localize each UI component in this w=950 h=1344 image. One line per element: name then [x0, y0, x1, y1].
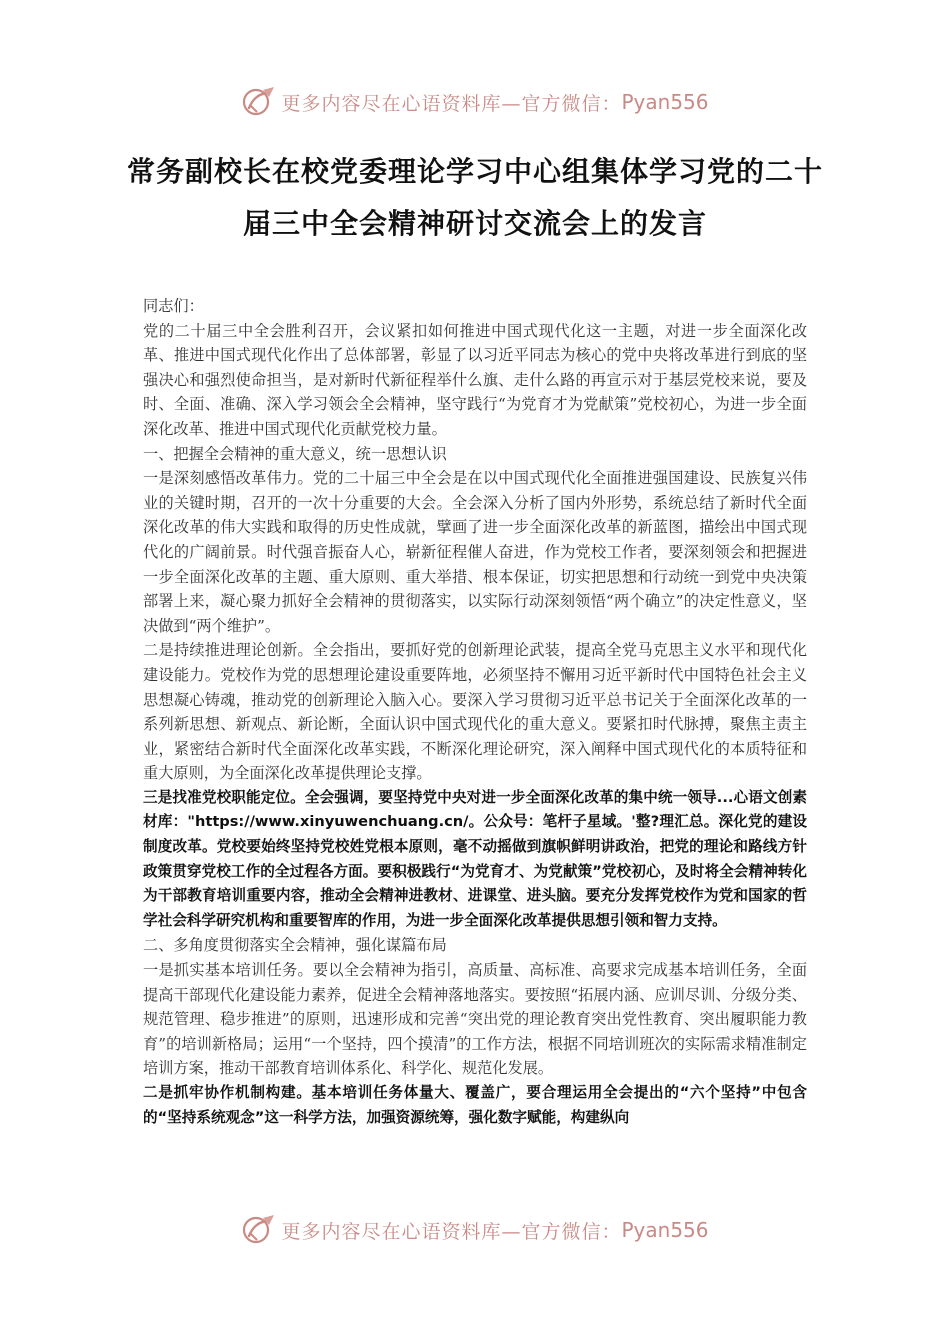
- watermark-handle: Pyan556: [621, 1218, 709, 1242]
- body-paragraph: 一是深刻感悟改革伟力。党的二十届三中全会是在以中国式现代化全面推进强国建设、民族复兴伟业的关键时期，召开的一次十分重要的大会。全会深入分析了国内外形势，系统总结了新时代全面深化改革的伟大实践和取得的历史性成就，擘画了进一步全面深化改革的新蓝图，描绘出中国式现代化的广阔前景。时代强音振奋人心，崭新征程催人奋进，作为党校工作者，要深刻领会和把握进一步全面深化改革的主题、重大原则、重大举措、根本保证，切实把思想和行动统一到党中央决策部署上来，凝心聚力抓好全会精神的贯彻落实，以实际行动深刻领悟“两个确立”的决定性意义，坚决做到“两个维护”。: [143, 469, 807, 635]
- section-heading-1: 一、把握全会精神的重大意义，统一思想认识: [143, 444, 447, 463]
- body-paragraph-bold: 三是找准党校职能定位。全会强调，要坚持党中央对进一步全面深化改革的集中统一领导...心语文创素材库："https://www.xinyuwenchuang.cn/。公众号：笔杆子星域。'整?理汇总。深化党的建设制度改革。党校要始终坚持党校姓党根本原则，毫不动摇做到旗帜鲜明讲政治，把党的理论和路线方针政策贯穿党校工作的全过程各方面。要积极践行“为党育才、为党献策”党校初心，及时将全会精神转化为干部教育培训重要内容，推动全会精神进教材、进课堂、进头脑。要充分发挥党校作为党和国家的哲学社会科学研究机构和重要智库的作用，为进一步全面深化改革提供思想引领和智力支持。: [143, 788, 807, 929]
- pen-logo-icon: [241, 84, 277, 120]
- watermark-text: 更多内容尽在心语资料库—官方微信：: [281, 92, 622, 115]
- body-paragraph-bold: 二是抓牢协作机制构建。基本培训任务体量大、覆盖广，要合理运用全会提出的“六个坚持”中包含的“坚持系统观念”这一科学方法，加强资源统筹，强化数字赋能，构建纵向: [143, 1084, 807, 1126]
- body-paragraph: 二是持续推进理论创新。全会指出，要抓好党的创新理论武装，提高全党马克思主义水平和现代化建设能力。党校作为党的思想理论建设重要阵地，必须坚持不懈用习近平新时代中国特色社会主义思想凝心铸魂，推动党的创新理论入脑入心。要深入学习贯彻习近平总书记关于全面深化改革的一系列新思想、新观点、新论断，全面认识中国式现代化的重大意义。要紧扣时代脉搏，聚焦主责主业，紧密结合新时代全面深化改革实践，不断深化理论研究，深入阐释中国式现代化的本质特征和重大原则，为全面深化改革提供理论支撑。: [143, 641, 807, 783]
- watermark-text: 更多内容尽在心语资料库—官方微信：: [281, 1220, 622, 1243]
- body-paragraph: 一是抓实基本培训任务。要以全会精神为指引，高质量、高标准、高要求完成基本培训任务，全面提高干部现代化建设能力素养，促进全会精神落地落实。要按照“拓展内涵、应训尽训、分级分类、规范管理、稳步推进”的原则，迅速形成和完善“突出党的理论教育突出党性教育、突出履职能力教育”的培训新格局；运用“一个坚持，四个摸清”的工作方法，根据不同培训班次的实际需求精准制定培训方案，推动干部教育培训体系化、科学化、规范化发展。: [143, 961, 807, 1078]
- footer-watermark: [0, 1210, 950, 1250]
- watermark-handle: Pyan556: [621, 90, 709, 114]
- document-body: [143, 294, 807, 1130]
- document-title: 常务副校长在校党委理论学习中心组集体学习党的二十届三中全会精神研讨交流会上的发言: [126, 155, 823, 240]
- pen-logo-icon: [241, 1212, 277, 1248]
- intro-paragraph: 党的二十届三中全会胜利召开，会议紧扣如何推进中国式现代化这一主题，对进一步全面深化改革、推进中国式现代化作出了总体部署，彰显了以习近平同志为核心的党中央将改革进行到底的坚强决心和强烈使命担当，是对新时代新征程举什么旗、走什么路的再宣示对于基层党校来说，要及时、全面、准确、深入学习领会全会精神，坚守践行“为党育才为党献策”党校初心，为进一步全面深化改革、推进中国式现代化贡献党校力量。: [143, 321, 807, 438]
- salutation: 同志们：: [143, 297, 204, 315]
- header-watermark: [0, 82, 950, 122]
- section-heading-2: 二、多角度贯彻落实全会精神，强化谋篇布局: [143, 936, 447, 955]
